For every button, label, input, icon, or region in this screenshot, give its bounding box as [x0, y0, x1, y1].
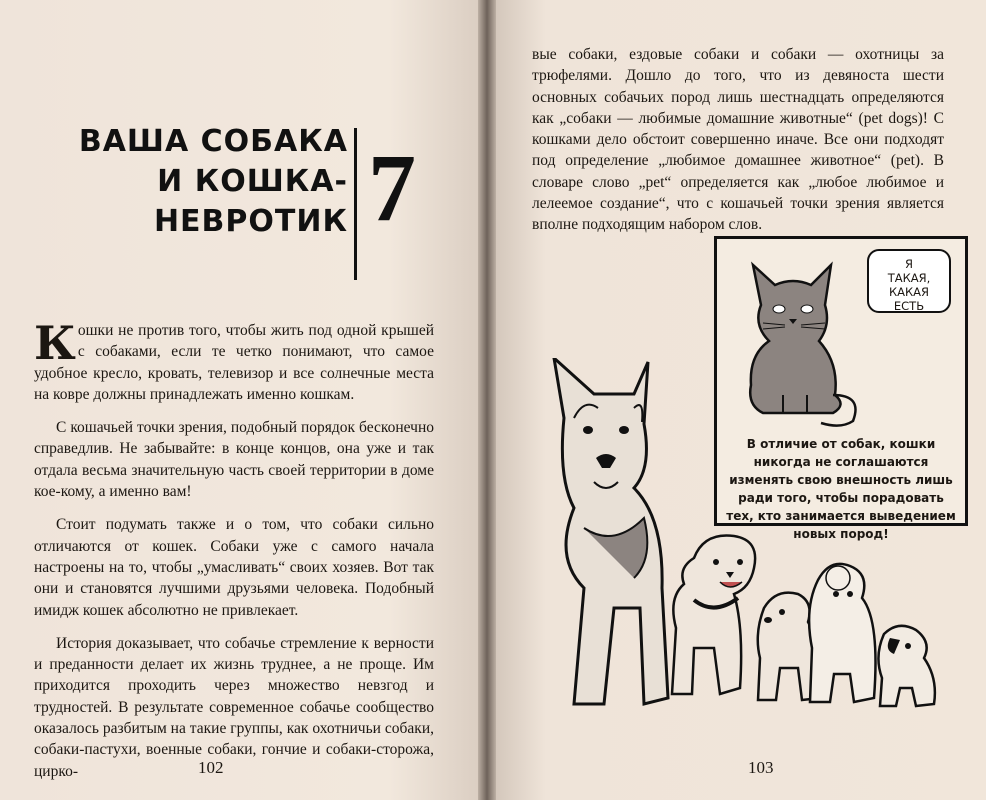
chapter-number: 7 — [368, 134, 416, 241]
chapter-title — [58, 122, 348, 242]
chapter-title-line: ВАША СОБАКА — [78, 124, 348, 159]
left-page — [0, 0, 486, 800]
terrier-dog — [878, 626, 934, 706]
bubble-line: ТАКАЯ, — [887, 271, 931, 285]
paragraph-text: ошки не против того, чтобы жить под одной крышей с собаками, если те четко понимают, что самое удобное кресло, кровать, телевизор и все солнечные места на ковре должны принадлежать именно кошкам. — [34, 322, 434, 403]
chapter-title-line: И КОШКА- — [157, 164, 348, 199]
left-body-text — [34, 316, 434, 794]
chapter-divider — [354, 128, 357, 280]
shepherd-dog — [554, 358, 668, 704]
cartoon-caption: В отличие от собак, кошки никогда не соглашаются изменять свою внешность лишь ради того, чтобы порадовать тех, кто занимается выведением новых пород! — [726, 437, 956, 541]
paragraph — [34, 316, 434, 405]
chapter-title-line: НЕВРОТИК — [153, 204, 348, 239]
paragraph: вые собаки, ездовые собаки и собаки — охотницы за трюфелями. Дошло до того, что из девяноста шести основных собачьих пород лишь шестнадцать определяются как „собаки — любимые домашние животные“ (pet dogs)! С кошками дело обстоит совершенно иначе. Все они подходят под определение „любимое домашнее животное“ (pet). В словаре слово „pet“ определяется как „любое любимое и лелеемое создание“, что с кошачьей точки зрения является вполне подходящим набором слов. — [532, 46, 944, 234]
bubble-line: Я — [905, 257, 913, 271]
dogs-illustration — [544, 358, 964, 728]
labrador-dog — [672, 535, 755, 694]
page-number-left: 102 — [198, 758, 224, 777]
paragraph: Стоит подумать также и о том, что собаки сильно отличаются от кошек. Собаки уже с самого начала настроены на то, чтобы „умасливать“ своих хозяев. Вот так они и становятся лучшими друзьями человека. Подобный имидж кошек абсолютно не привлекает. — [34, 516, 434, 619]
poodle-dog — [809, 564, 875, 702]
right-page — [486, 0, 986, 800]
paragraph: С кошачьей точки зрения, подобный порядок бесконечно справедлив. Не забывайте: в конце концов, она уже и так отдала весьма значительную часть своей территории в доме кое-кому, а именно вам! — [34, 419, 434, 501]
page-number-right: 103 — [748, 758, 774, 777]
book-gutter — [478, 0, 496, 800]
speech-bubble — [867, 249, 951, 313]
bubble-line: КАКАЯ — [888, 285, 930, 299]
drop-cap: К — [34, 316, 76, 370]
bubble-line: ЕСТЬ — [893, 299, 925, 313]
right-body-text — [532, 44, 944, 248]
paragraph: История доказывает, что собачье стремление к верности и преданности делает их жизнь труднее, а не проще. Им приходится проходить через множество невзгод и трудностей. В результате современное собачье сообщество оказалось разбитым на такие группы, как охотничьи собаки, собаки-пастухи, военные собаки, гончие и собаки-сторожа, цирко- — [34, 634, 434, 780]
